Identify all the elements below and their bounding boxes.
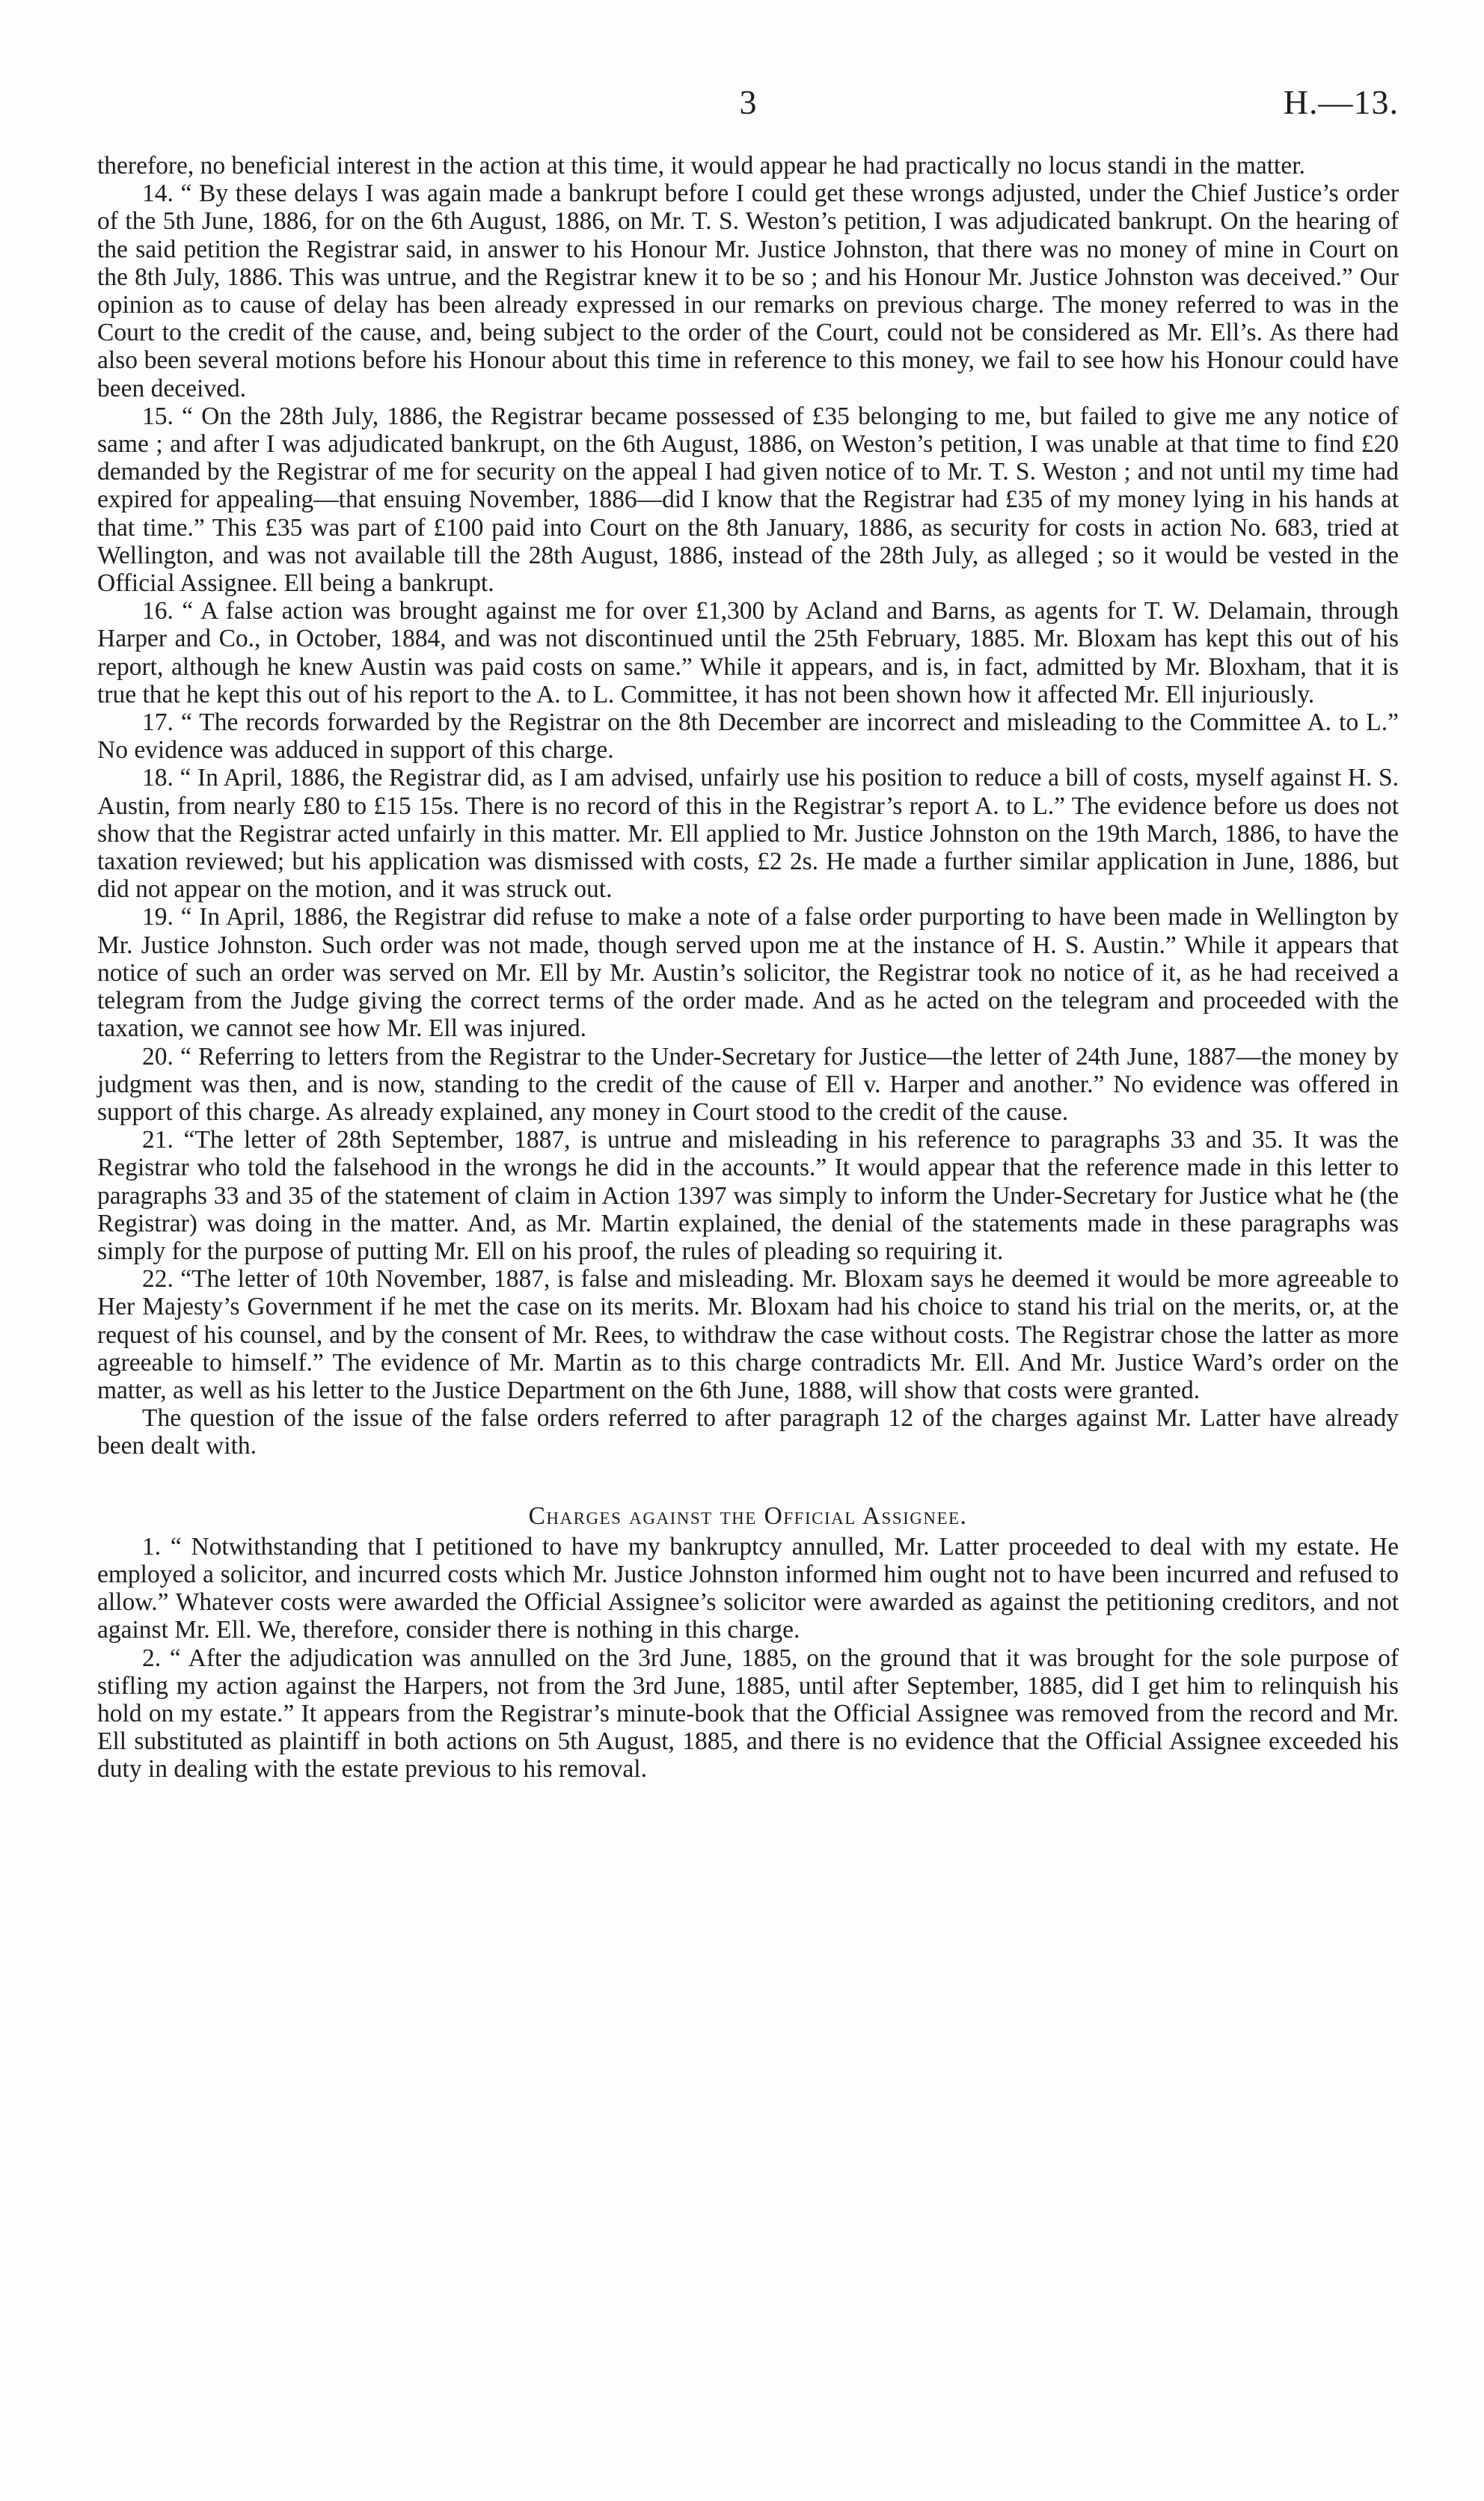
page-header bbox=[97, 82, 1399, 127]
paragraph-false-orders: The question of the issue of the false orders referred to after paragraph 12 of the charges against Mr. Latter have already been dealt with. bbox=[97, 1404, 1399, 1460]
document-reference: H.—13. bbox=[1283, 83, 1399, 121]
paragraph-22: 22. “The letter of 10th November, 1887, is false and misleading. Mr. Bloxam says he deemed it would be more agreeable to Her Majesty’s Government if he met the case on its merits. Mr. Bloxam had his choice to stand his trial on the merits, or, at the request of his counsel, and by the consent of Mr. Rees, to withdraw the case without costs. The Registrar chose the latter as more agreeable to himself.” The evidence of Mr. Martin as to this charge contradicts Mr. Ell. And Mr. Justice Ward’s order on the matter, as well as his letter to the Justice Department on the 6th June, 1888, will show that costs were granted. bbox=[97, 1265, 1399, 1404]
paragraph-16: 16. “ A false action was brought against me for over £1,300 by Acland and Barns, as agents for T. W. Delamain, through Harper and Co., in October, 1884, and was not discontinued until the 25th February, 1885. Mr. Bloxam has kept this out of his report, although he knew Austin was paid costs on same.” While it appears, and is, in fact, admitted by Mr. Bloxham, that it is true that he kept this out of his report to the A. to L. Committee, it has not been shown how it affected Mr. Ell injuriously. bbox=[97, 597, 1399, 708]
paragraph-continuation: therefore, no beneficial interest in the action at this time, it would appear he had practically no locus standi in the matter. bbox=[97, 152, 1305, 180]
section-heading-official-assignee: Charges against the Official Assignee. bbox=[528, 1501, 968, 1530]
assignee-charge-1: 1. “ Notwithstanding that I petitioned to have my bankruptcy annulled, Mr. Latter proceeded to deal with my estate. He employed a solicitor, and incurred costs which Mr. Justice Johnston informed him ought not to have been incurred and refused to allow.” Whatever costs were awarded the Official Assignee’s solicitor were awarded as against the petitioning creditors, and not against Mr. Ell. We, therefore, consider there is nothing in this charge. bbox=[97, 1532, 1399, 1644]
paragraph-17: 17. “ The records forwarded by the Registrar on the 8th December are incorrect and misleading to the Committee A. to L.” No evidence was adduced in support of this charge. bbox=[97, 708, 1399, 765]
paragraph-18: 18. “ In April, 1886, the Registrar did, as I am advised, unfairly use his position to reduce a bill of costs, myself against H. S. Austin, from nearly £80 to £15 15s. There is no record of this in the Registrar’s report A. to L.” The evidence before us does not show that the Registrar acted unfairly in this matter. Mr. Ell applied to Mr. Justice Johnston on the 19th March, 1886, to have the taxation reviewed; but his application was dismissed with costs, £2 2s. He made a further similar application in June, 1886, but did not appear on the motion, and it was struck out. bbox=[97, 764, 1399, 904]
paragraph-15: 15. “ On the 28th July, 1886, the Registrar became possessed of £35 belonging to me, but failed to give me any notice of same ; and after I was adjudicated bankrupt, on the 6th August, 1886, on Weston’s petition, I was unable at that time to find £20 demanded by the Registrar of me for security on the appeal I had given notice of to Mr. T. S. Weston ; and not until my time had expired for appealing—that ensuing November, 1886—did I know that the Registrar had £35 of my money lying in his hands at that time.” This £35 was part of £100 paid into Court on the 8th January, 1886, as security for costs in action No. 683, tried at Wellington, and was not available till the 28th August, 1886, instead of the 28th July, as alleged ; so it would be vested in the Official Assignee. Ell being a bankrupt. bbox=[97, 402, 1399, 598]
paragraph-19: 19. “ In April, 1886, the Registrar did refuse to make a note of a false order purporting to have been made in Wellington by Mr. Justice Johnston. Such order was not made, though served upon me at the instance of H. S. Austin.” While it appears that notice of such an order was served on Mr. Ell by Mr. Austin’s solicitor, the Registrar took no notice of it, as he had received a telegram from the Judge giving the correct terms of the order made. And as he acted on the telegram and proceeded with the taxation, we cannot see how Mr. Ell was injured. bbox=[97, 903, 1399, 1043]
paragraph-14: 14. “ By these delays I was again made a bankrupt before I could get these wrongs adjusted, under the Chief Justice’s order of the 5th June, 1886, for on the 6th August, 1886, on Mr. T. S. Weston’s petition, I was adjudicated bankrupt. On the hearing of the said petition the Registrar said, in answer to his Honour Mr. Justice Johnston, that there was no money of mine in Court on the 8th July, 1886. This was untrue, and the Registrar knew it to be so ; and his Honour Mr. Justice Johnston was deceived.” Our opinion as to cause of delay has been already expressed in our remarks on previous charge. The money referred to was in the Court to the credit of the cause, and, being subject to the order of the Court, could not be considered as Mr. Ell’s. As there had also been several motions before his Honour about this time in reference to this money, we fail to see how his Honour could have been deceived. bbox=[97, 180, 1399, 402]
document-body bbox=[97, 152, 1399, 1784]
paragraph-21: 21. “The letter of 28th September, 1887, is untrue and misleading in his reference to paragraphs 33 and 35. It was the Registrar who told the falsehood in the wrongs he did in the accounts.” It would appear that the reference made in this letter to paragraphs 33 and 35 of the statement of claim in Action 1397 was simply to inform the Under-Secretary for Justice what he (the Registrar) was doing in the matter. And, as Mr. Martin explained, the denial of the statements made in these paragraphs was simply for the purpose of putting Mr. Ell on his proof, the rules of pleading so requiring it. bbox=[97, 1126, 1399, 1265]
assignee-charge-2: 2. “ After the adjudication was annulled on the 3rd June, 1885, on the ground that it was brought for the sole purpose of stifling my action against the Harpers, not from the 3rd June, 1885, until after September, 1885, did I get him to relinquish his hold on my estate.” It appears from the Registrar’s minute-book that the Official Assignee was removed from the record and Mr. Ell substituted as plaintiff in both actions on 5th August, 1885, and there is no evidence that the Official Assignee exceeded his duty in dealing with the estate previous to his removal. bbox=[97, 1644, 1399, 1784]
page-number: 3 bbox=[739, 83, 757, 121]
paragraph-20: 20. “ Referring to letters from the Registrar to the Under-Secretary for Justice—the letter of 24th June, 1887—the money by judgment was then, and is now, standing to the credit of the cause of Ell v. Harper and another.” No evidence was offered in support of this charge. As already explained, any money in Court stood to the credit of the cause. bbox=[97, 1042, 1399, 1126]
